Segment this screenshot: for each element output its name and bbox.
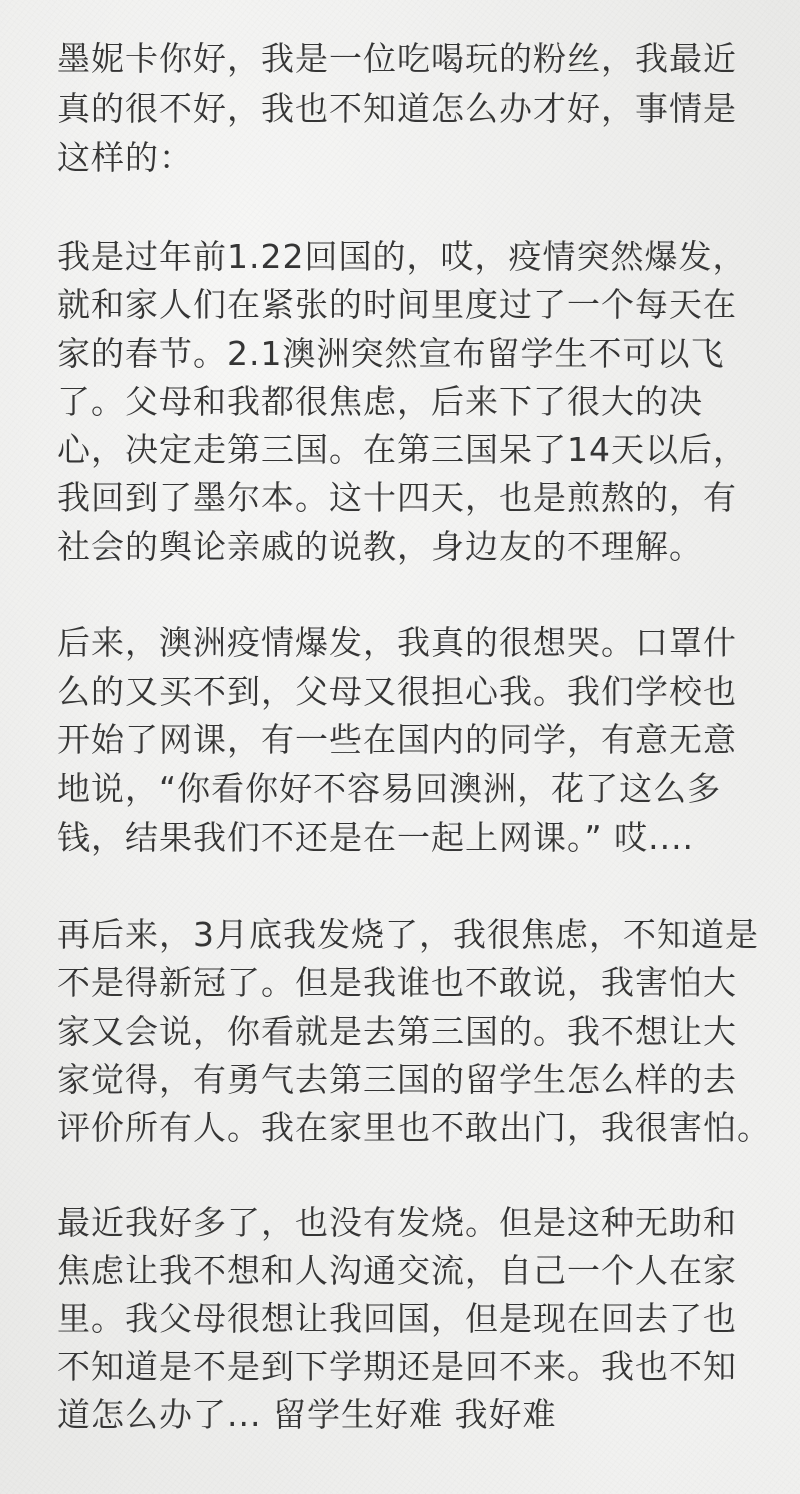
text-line: 评价所有人。我在家里也不敢出门，我很害怕。	[57, 1108, 771, 1148]
text-line: 这样的：	[57, 138, 193, 177]
text-line: 家觉得，有勇气去第三国的留学生怎么样的去	[57, 1059, 737, 1099]
text-line: 了。父母和我都很焦虑，后来下了很大的决	[57, 381, 703, 421]
text-line: 后来，澳洲疫情爆发，我真的很想哭。口罩什	[57, 623, 737, 662]
text-line: 焦虑让我不想和人沟通交流，自己一个人在家	[57, 1251, 737, 1290]
text-line: 么的又买不到，父母又很担心我。我们学校也	[57, 671, 737, 711]
paragraph-greeting	[57, 34, 797, 183]
text-line: 就和家人们在紧张的时间里度过了一个每天在	[57, 285, 737, 325]
text-line: 社会的舆论亲戚的说教，身边友的不理解。	[57, 526, 703, 566]
text-line: 最近我好多了，也没有发烧。但是这种无助和	[57, 1203, 737, 1242]
text-line: 墨妮卡你好，我是一位吃喝玩的粉丝，我最近	[57, 39, 737, 78]
text-line: 家的春节。2.1澳洲突然宣布留学生不可以飞	[57, 333, 725, 373]
text-line: 家又会说，你看就是去第三国的。我不想让大	[57, 1011, 737, 1051]
text-line: 钱，结果我们不还是在一起上网课。” 哎....	[57, 817, 695, 857]
text-line: 我回到了墨尔本。这十四天，也是煎熬的，有	[57, 478, 737, 518]
text-line: 不是得新冠了。但是我谁也不敢说，我害怕大	[57, 963, 737, 1003]
text-line: 地说，“你看你好不容易回澳洲，花了这么多	[57, 769, 722, 809]
paragraph-recent	[57, 1199, 797, 1439]
paragraph-returning	[57, 233, 797, 571]
text-line: 不知道是不是到下学期还是回不来。我也不知	[57, 1347, 737, 1386]
text-line: 道怎么办了... 留学生好难 我好难	[57, 1395, 557, 1434]
text-line: 我是过年前1.22回国的，哎，疫情突然爆发，	[57, 237, 747, 276]
text-line: 里。我父母很想让我回国，但是现在回去了也	[57, 1299, 737, 1338]
text-line: 开始了网课，有一些在国内的同学，有意无意	[57, 720, 737, 760]
text-line: 心，决定走第三国。在第三国呆了14天以后，	[57, 430, 747, 470]
text-line: 真的很不好，我也不知道怎么办才好，事情是	[57, 88, 737, 128]
text-line: 再后来，3月底我发烧了，我很焦虑，不知道是	[57, 915, 759, 954]
paragraph-fever	[57, 911, 797, 1152]
paragraph-outbreak	[57, 619, 797, 862]
